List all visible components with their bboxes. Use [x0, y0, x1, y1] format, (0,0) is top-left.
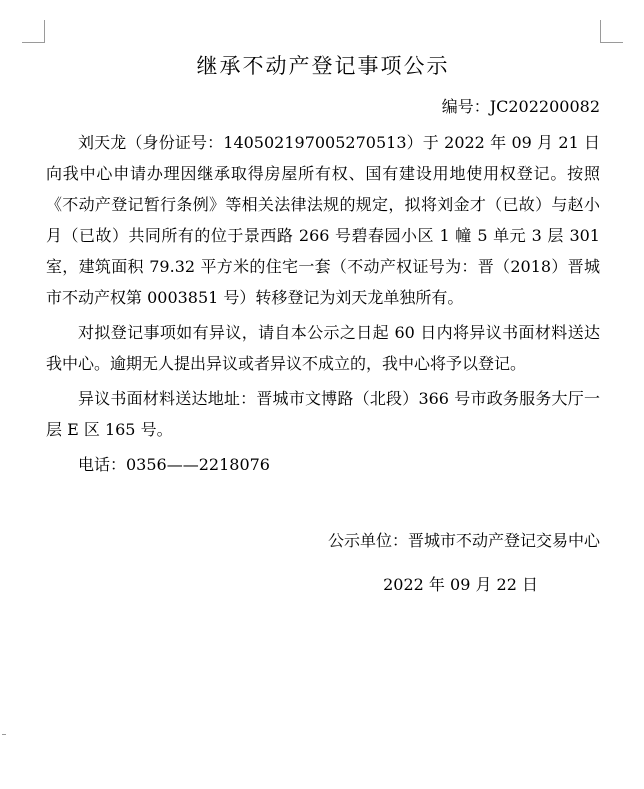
page-corner-mark-top-right: [600, 20, 623, 43]
notice-title: 继承不动产登记事项公示: [196, 54, 450, 78]
page-edge-mark: [2, 734, 6, 735]
paragraph-application: 刘天龙（身份证号：140502197005270513）于 2022 年 09 月 21 日向我中心申请办理因继承取得房屋所有权、国有建设用地使用权登记。按照《不动产登记暂行条例》等相关法律法规的规定，拟将刘金才（已故）与赵小月（已故）共同所有的位于景西路 266 号碧春园小区 1 幢 5 单元 3 层 301 室，建筑面积 79.32 平方米的住宅一套（不动产权证号为：晋（2018）晋城市不动产权第 0003851 号）转移登记为刘天龙单独所有。: [46, 133, 600, 307]
paragraph-phone: 电话：0356——2218076: [78, 455, 270, 474]
issuing-unit: 公示单位：晋城市不动产登记交易中心: [327, 531, 600, 550]
paragraph-objection: 对拟登记事项如有异议，请自本公示之日起 60 日内将异议书面材料送达我中心。逾期无人提出异议或者异议不成立的，我中心将予以登记。: [46, 323, 600, 373]
document-body: [46, 48, 600, 600]
paragraph-address: 异议书面材料送达地址：晋城市文博路（北段）366 号市政务服务大厅一层 E 区 165 号。: [46, 389, 600, 439]
page-corner-mark-top-left: [22, 20, 45, 43]
notice-date: 2022 年 09 月 22 日: [383, 575, 538, 594]
document-number: 编号：JC202200082: [441, 97, 600, 116]
